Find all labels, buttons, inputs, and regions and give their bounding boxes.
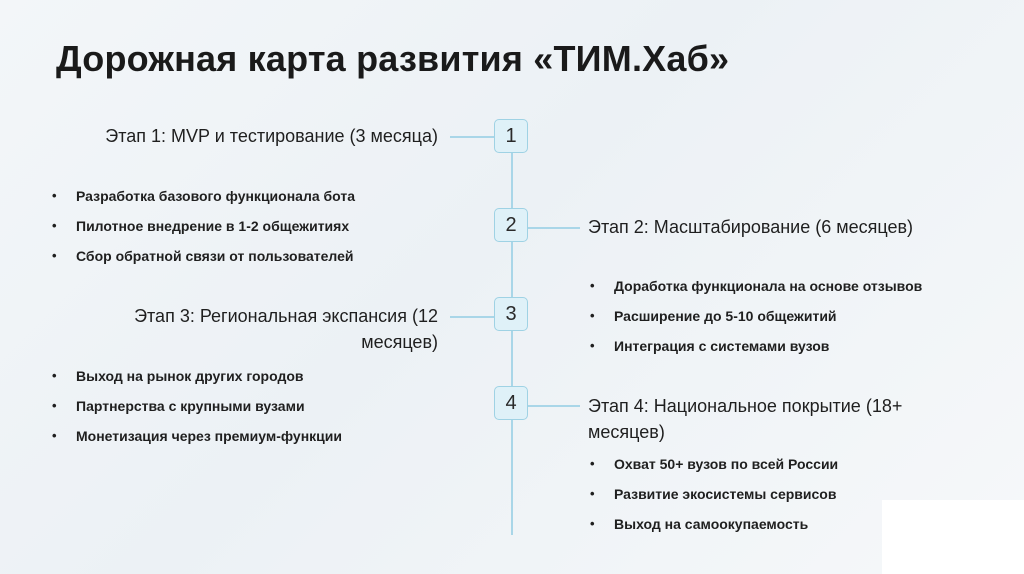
page-title: Дорожная карта развития «ТИМ.Хаб» — [56, 38, 730, 79]
list-item-text: Развитие экосистемы сервисов — [614, 486, 837, 502]
list-item — [590, 331, 922, 361]
bullet: • — [52, 368, 57, 383]
stage-1-title: Этап 1: MVP и тестирование (3 месяца) — [105, 126, 438, 146]
stage-2-marker: 2 — [494, 208, 528, 242]
list-item — [52, 391, 342, 421]
list-item — [590, 509, 838, 539]
stage-3-marker: 3 — [494, 297, 528, 331]
list-item — [52, 181, 355, 211]
list-item-text: Охват 50+ вузов по всей России — [614, 456, 839, 472]
list-item-text: Сбор обратной связи от пользователей — [76, 248, 354, 264]
list-item — [590, 449, 838, 479]
timeline-axis — [511, 135, 513, 535]
list-item-text: Интеграция с системами вузов — [614, 338, 830, 354]
stage-4-list — [590, 449, 838, 539]
stage-1-marker: 1 — [494, 119, 528, 153]
bullet: • — [590, 278, 595, 293]
bullet: • — [52, 398, 57, 413]
list-item — [590, 479, 838, 509]
list-item-text: Партнерства с крупными вузами — [76, 398, 305, 414]
corner-patch — [882, 500, 1024, 574]
stage-4-marker: 4 — [494, 386, 528, 420]
stage-2-list — [590, 271, 922, 361]
list-item-text: Выход на рынок других городов — [76, 368, 304, 384]
list-item — [52, 361, 342, 391]
stage-3-title: Этап 3: Региональная экспансия (12 месяцев) — [134, 306, 438, 352]
list-item-text: Разработка базового функционала бота — [76, 188, 356, 204]
connector-stage-4 — [526, 405, 580, 407]
list-item — [52, 421, 342, 451]
stage-4-title: Этап 4: Национальное покрытие (18+ месяцев) — [588, 396, 903, 442]
connector-stage-3 — [450, 316, 496, 318]
list-item-text: Пилотное внедрение в 1-2 общежитиях — [76, 218, 350, 234]
bullet: • — [590, 456, 595, 471]
bullet: • — [590, 516, 595, 531]
connector-stage-2 — [526, 227, 580, 229]
list-item-text: Выход на самоокупаемость — [614, 516, 809, 532]
bullet: • — [590, 308, 595, 323]
bullet: • — [590, 338, 595, 353]
list-item — [52, 211, 355, 241]
bullet: • — [52, 248, 57, 263]
stage-3-list — [52, 361, 342, 451]
bullet: • — [590, 486, 595, 501]
list-item-text: Доработка функционала на основе отзывов — [614, 278, 923, 294]
connector-stage-1 — [450, 136, 496, 138]
bullet: • — [52, 218, 57, 233]
stage-1-list — [52, 181, 355, 271]
stage-2-title: Этап 2: Масштабирование (6 месяцев) — [588, 217, 914, 237]
bullet: • — [52, 188, 57, 203]
bullet: • — [52, 428, 57, 443]
list-item — [52, 241, 355, 271]
list-item — [590, 271, 922, 301]
list-item — [590, 301, 922, 331]
list-item-text: Расширение до 5-10 общежитий — [614, 308, 837, 324]
list-item-text: Монетизация через премиум-функции — [76, 428, 342, 444]
